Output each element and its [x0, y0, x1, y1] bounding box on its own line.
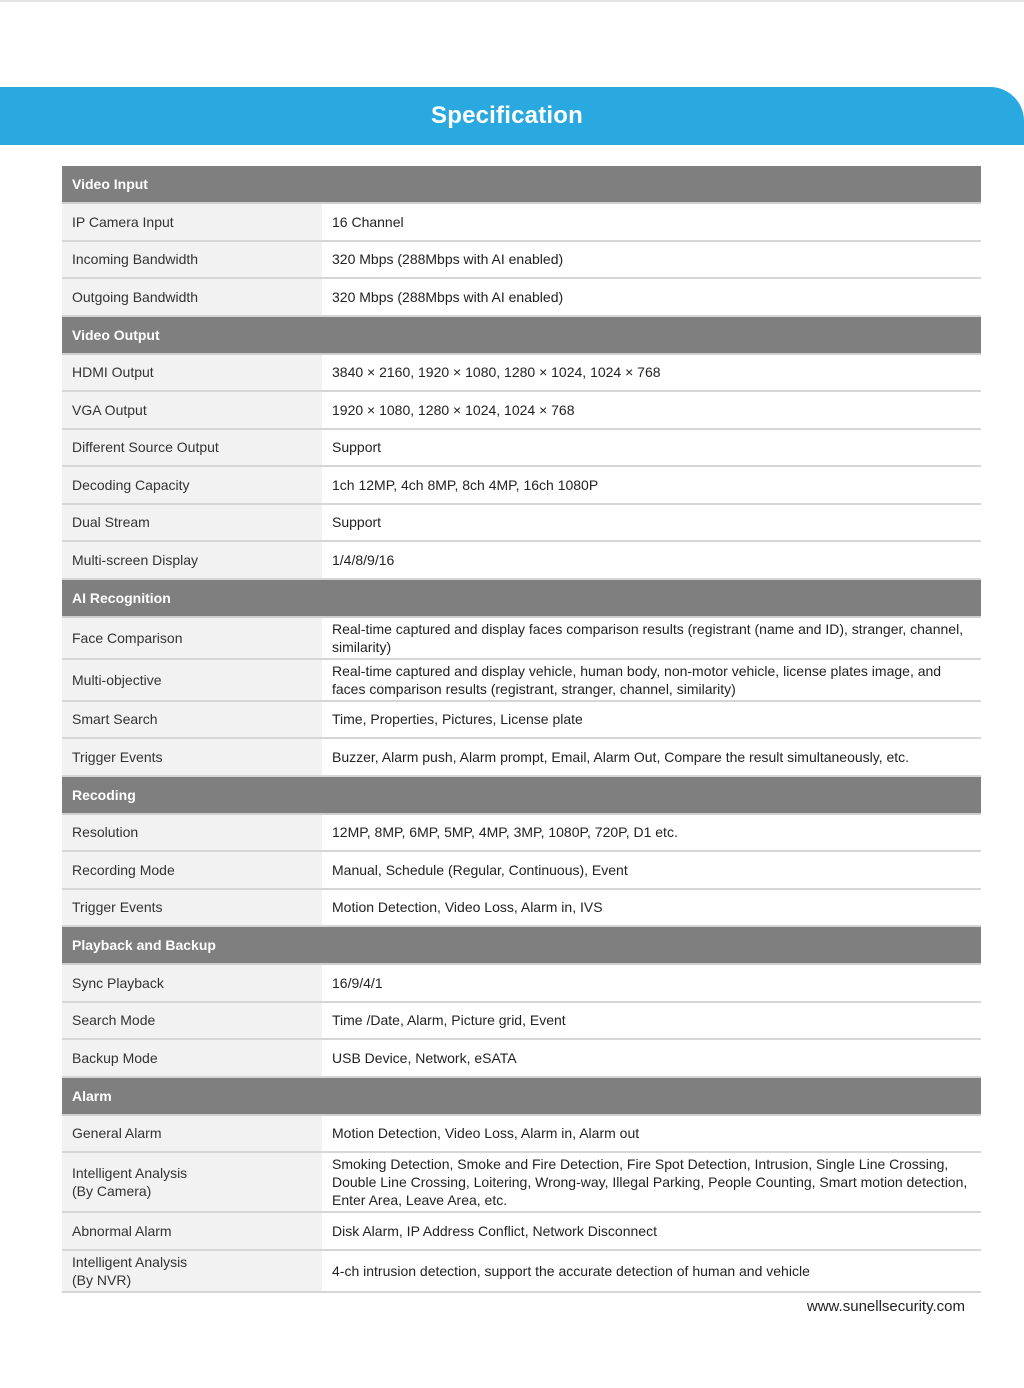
- spec-value: Buzzer, Alarm push, Alarm prompt, Email, Alarm Out, Compare the result simultaneously, etc.: [322, 738, 981, 776]
- spec-value: Manual, Schedule (Regular, Continuous), Event: [322, 851, 981, 889]
- spec-row: [62, 354, 981, 392]
- spec-value: Motion Detection, Video Loss, Alarm in, IVS: [322, 889, 981, 927]
- spec-label-text: Dual Stream: [72, 514, 150, 531]
- spec-label-text: Different Source Output: [72, 439, 219, 456]
- spec-label: [62, 1115, 322, 1153]
- footer-url: www.sunellsecurity.com: [806, 1298, 965, 1315]
- spec-row: [62, 1152, 981, 1212]
- spec-label-subtext: (By NVR): [72, 1271, 132, 1288]
- spec-label: [62, 241, 322, 279]
- spec-row: [62, 203, 981, 241]
- spec-label: [62, 466, 322, 504]
- spec-label-text: Abnormal Alarm: [72, 1222, 172, 1239]
- spec-row: [62, 1002, 981, 1040]
- spec-label-text: VGA Output: [72, 401, 147, 418]
- section-title: AI Recognition: [62, 579, 981, 617]
- spec-label-text: Recording Mode: [72, 861, 175, 878]
- spec-value: 3840 × 2160, 1920 × 1080, 1280 × 1024, 1024 × 768: [322, 354, 981, 392]
- spec-label-text: Face Comparison: [72, 629, 183, 646]
- section-title: Playback and Backup: [62, 926, 981, 964]
- spec-value: Smoking Detection, Smoke and Fire Detection, Fire Spot Detection, Intrusion, Single Line Crossing, Double Line Crossing, Loitering, Wrong-way, Illegal Parking, People Counting, Smart motion detection, Enter Area, Leave Area, etc.: [322, 1152, 981, 1212]
- spec-row: [62, 889, 981, 927]
- spec-label: [62, 889, 322, 927]
- section-header: [62, 776, 981, 814]
- section-title: Alarm: [62, 1077, 981, 1115]
- spec-row: [62, 964, 981, 1002]
- spec-label: [62, 701, 322, 739]
- spec-value: USB Device, Network, eSATA: [322, 1039, 981, 1077]
- spec-value: 12MP, 8MP, 6MP, 5MP, 4MP, 3MP, 1080P, 720P, D1 etc.: [322, 814, 981, 852]
- spec-label: [62, 354, 322, 392]
- spec-label-text: Decoding Capacity: [72, 476, 190, 493]
- spec-value: 1920 × 1080, 1280 × 1024, 1024 × 768: [322, 391, 981, 429]
- title-banner: [0, 87, 1024, 145]
- spec-label: [62, 964, 322, 1002]
- spec-table: [62, 166, 981, 1293]
- spec-label-text: Incoming Bandwidth: [72, 251, 199, 268]
- spec-label: [62, 391, 322, 429]
- spec-label-text: Multi-screen Display: [72, 551, 199, 568]
- spec-row: [62, 814, 981, 852]
- section-title: Recoding: [62, 776, 981, 814]
- spec-label: [62, 738, 322, 776]
- spec-label-text: General Alarm: [72, 1125, 162, 1142]
- spec-label: [62, 617, 322, 659]
- spec-label: [62, 541, 322, 579]
- spec-label: [62, 1002, 322, 1040]
- section-header: [62, 1077, 981, 1115]
- spec-label: [62, 203, 322, 241]
- top-rule: [0, 0, 1024, 2]
- spec-row: [62, 541, 981, 579]
- spec-label: [62, 659, 322, 701]
- spec-row: [62, 1250, 981, 1292]
- spec-label-text: Sync Playback: [72, 974, 164, 991]
- spec-value: 320 Mbps (288Mbps with AI enabled): [322, 278, 981, 316]
- spec-label-text: Trigger Events: [72, 748, 163, 765]
- spec-label: [62, 1212, 322, 1250]
- spec-value: Support: [322, 429, 981, 467]
- spec-label-text: Intelligent Analysis: [72, 1165, 188, 1181]
- spec-row: [62, 851, 981, 889]
- spec-value: Real-time captured and display vehicle, human body, non-motor vehicle, license plates image, and faces comparison results (registrant, stranger, channel, similarity): [322, 659, 981, 701]
- spec-row: [62, 466, 981, 504]
- spec-row: [62, 701, 981, 739]
- section-title: Video Output: [62, 316, 981, 354]
- spec-label: [62, 1039, 322, 1077]
- spec-label-text: Backup Mode: [72, 1049, 158, 1066]
- spec-label: [62, 851, 322, 889]
- spec-label-text: Trigger Events: [72, 899, 163, 916]
- spec-row: [62, 278, 981, 316]
- spec-row: [62, 504, 981, 542]
- spec-row: [62, 241, 981, 279]
- section-header: [62, 579, 981, 617]
- spec-label-text: IP Camera Input: [72, 213, 174, 230]
- page-title: Specification: [431, 102, 583, 129]
- spec-row: [62, 391, 981, 429]
- spec-value: 1ch 12MP, 4ch 8MP, 8ch 4MP, 16ch 1080P: [322, 466, 981, 504]
- spec-label-text: Outgoing Bandwidth: [72, 288, 199, 305]
- spec-label: [62, 504, 322, 542]
- spec-label: [62, 814, 322, 852]
- spec-value: 16/9/4/1: [322, 964, 981, 1002]
- spec-value: 4-ch intrusion detection, support the accurate detection of human and vehicle: [322, 1250, 981, 1292]
- spec-value: 1/4/8/9/16: [322, 541, 981, 579]
- section-header: [62, 166, 981, 203]
- spec-label-text: HDMI Output: [72, 364, 154, 381]
- spec-row: [62, 1212, 981, 1250]
- spec-value: Support: [322, 504, 981, 542]
- spec-row: [62, 738, 981, 776]
- spec-value: Disk Alarm, IP Address Conflict, Network Disconnect: [322, 1212, 981, 1250]
- spec-label-text: Multi-objective: [72, 671, 162, 688]
- spec-value: Time /Date, Alarm, Picture grid, Event: [322, 1002, 981, 1040]
- spec-row: [62, 1039, 981, 1077]
- spec-label: [62, 1152, 322, 1212]
- spec-row: [62, 429, 981, 467]
- spec-value: 320 Mbps (288Mbps with AI enabled): [322, 241, 981, 279]
- spec-label: [62, 278, 322, 316]
- spec-value: Time, Properties, Pictures, License plate: [322, 701, 981, 739]
- spec-label: [62, 1250, 322, 1292]
- spec-row: [62, 659, 981, 701]
- spec-value: 16 Channel: [322, 203, 981, 241]
- section-header: [62, 316, 981, 354]
- spec-row: [62, 617, 981, 659]
- spec-label-text: Search Mode: [72, 1012, 156, 1029]
- section-header: [62, 926, 981, 964]
- spec-row: [62, 1115, 981, 1153]
- spec-label: [62, 429, 322, 467]
- section-title: Video Input: [62, 166, 981, 203]
- spec-label-text: Intelligent Analysis: [72, 1253, 188, 1270]
- spec-label-text: Smart Search: [72, 711, 158, 728]
- spec-table-body: [62, 166, 981, 1292]
- spec-value: Motion Detection, Video Loss, Alarm in, Alarm out: [322, 1115, 981, 1153]
- spec-value: Real-time captured and display faces comparison results (registrant (name and ID), stranger, channel, similarity): [322, 617, 981, 659]
- spec-label-text: Resolution: [72, 824, 139, 841]
- spec-label-subtext: (By Camera): [72, 1183, 152, 1199]
